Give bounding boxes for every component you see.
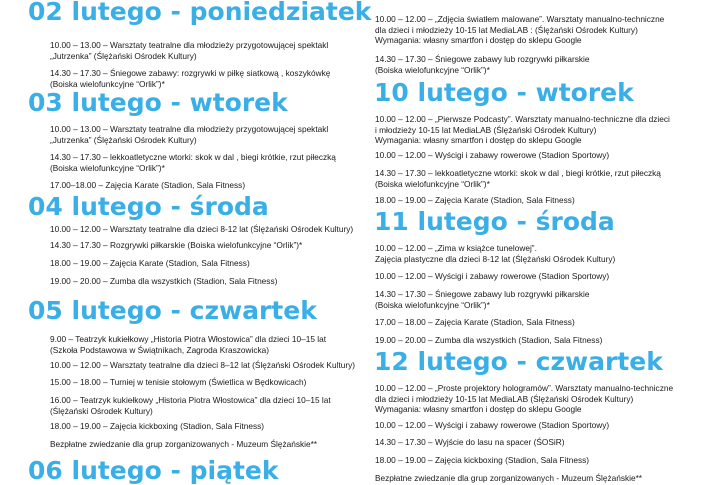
day-heading-feb-3: 03 lutego - wtorek <box>28 88 288 117</box>
event-item: 16.00 – Teatrzyk kukiełkowy „Historia Piotra Włostowica” dla dzieci 10–15 lat (Ślężański Ośrodek Kultury) <box>50 395 331 416</box>
event-item: 18.00 – 19.00 – Zajęcia Karate (Stadion, Sala Fitness) <box>375 195 575 205</box>
event-item: 14.30 – 17.30 – lekkoatletyczne wtorki: skok w dal , biegi krótkie, rzut piłeczką (Boiska wielofunkcyjne “Orlik”)* <box>375 168 661 189</box>
day-heading-feb-6: 06 lutego - piątek <box>28 456 279 485</box>
event-item: 10.00 – 12.00 – „Zdjęcia światłem malowane”. Warsztaty manualno-techniczne dla dzieci i młodzieży 10-15 lat MediaLAB : (Ślężański Ośrodek Kultury) Wymagania: własny smartfon i dostęp do sklepu Google <box>375 14 665 45</box>
event-item: 14.30 – 17.30 – Śniegowe zabawy lub rozgrywki piłkarskie (Boiska wielofunkcyjne “Orlik”)* <box>375 289 590 310</box>
day-heading-feb-11: 11 lutego - środa <box>374 207 615 236</box>
event-item: Bezpłatne zwiedzanie dla grup zorganizowanych - Muzeum Ślężańskie** <box>375 473 643 483</box>
event-item: 10.00 – 13.00 – Warsztaty teatralne dla młodzieży przygotowującej spektakl „Jutrzenka” (Ślężański Ośrodek Kultury) <box>50 40 329 61</box>
event-item: 10.00 – 12.00 – „Zima w książce tunelowej”. Zajęcia plastyczne dla dzieci 8-12 lat (Ślężański Ośrodek Kultury) <box>375 243 616 264</box>
event-item: 14.30 – 17.30 – Wyjście do lasu na spacer (ŚOSiR) <box>375 437 565 447</box>
event-item: 17.00 – 18.00 – Zajęcia Karate (Stadion, Sala Fitness) <box>375 317 575 327</box>
event-item: 10.00 – 13.00 – Warsztaty teatralne dla młodzieży przygotowującej spektakl „Jutrzenka” (Ślężański Ośrodek Kultury) <box>50 124 329 145</box>
event-item: 18.00 – 19.00 – Zajęcia kickboxing (Stadion, Sala Fitness) <box>375 455 589 465</box>
event-item: 10.00 – 12.00 – „Pierwsze Podcasty”. Warsztaty manualno-techniczne dla dzieci i młodzieży 10-15 lat MediaLAB (Ślężański Ośrodek Kultury) Wymagania: własny smartfon i dostęp do sklepu Google <box>375 114 670 145</box>
event-item: 9.00 – Teatrzyk kukiełkowy „Historia Piotra Włostowica” dla dzieci 10–15 lat (Szkoła Podstawowa w Świątnikach, Zagroda Kraszowicka) <box>50 334 327 355</box>
event-item: 15.00 – 18.00 – Turniej w tenisie stołowym (Świetlica w Będkowicach) <box>50 377 307 387</box>
event-item: 10.00 – 12.00 – Warsztaty teatralne dla dzieci 8–12 lat (Ślężański Ośrodek Kultury) <box>50 360 355 370</box>
event-item: 14.30 – 17.30 – Rozgrywki piłkarskie (Boiska wielofunkcyjne “Orlik”)* <box>50 240 303 250</box>
event-item: 10.00 – 12.00 – Warsztaty teatralne dla dzieci 8-12 lat (Ślężański Ośrodek Kultury) <box>50 224 354 234</box>
event-item: 19.00 – 20.00 – Zumba dla wszystkich (Stadion, Sala Fitness) <box>50 276 278 286</box>
day-heading-feb-10: 10 lutego - wtorek <box>374 78 634 107</box>
event-item: 18.00 – 19.00 – Zajęcia kickboxing (Stadion, Sala Fitness) <box>50 421 264 431</box>
day-heading-feb-2: 02 lutego - poniedziatek <box>28 0 372 26</box>
day-heading-feb-5: 05 lutego - czwartek <box>28 296 317 325</box>
day-heading-feb-12: 12 lutego - czwartek <box>374 347 663 376</box>
event-item: 10.00 – 12.00 – „Proste projektory hologramów”. Warsztaty manualno-techniczne dla dzieci i młodzieży 10-15 lat MediaLAB (Ślężański Ośrodek Kultury) Wymagania: własny smartfon i dostęp do sklepu Google <box>375 383 674 414</box>
event-item: 19.00 – 20.00 – Zumba dla wszystkich (Stadion, Sala Fitness) <box>375 335 603 345</box>
day-heading-feb-4: 04 lutego - środa <box>28 192 269 221</box>
event-item: 14.30 – 17.30 – lekkoatletyczne wtorki: skok w dal , biegi krótkie, rzut piłeczką (Boiska wielofunkcyjne “Orlik”)* <box>50 152 336 173</box>
event-item: 14.30 – 17.30 – Śniegowe zabawy lub rozgrywki piłkarskie (Boiska wielofunkcyjne “Orlik”)* <box>375 54 590 75</box>
event-item: 17.00–18.00 – Zajęcia Karate (Stadion, Sala Fitness) <box>50 180 246 190</box>
event-item: 14.30 – 17.30 – Śniegowe zabawy: rozgrywki w piłkę siatkową , koszykówkę (Boiska wielofunkcyjne “Orlik”)* <box>50 68 331 89</box>
event-item: 10.00 – 12.00 – Wyścigi i zabawy rowerowe (Stadion Sportowy) <box>375 420 610 430</box>
event-item: 10.00 – 12.00 – Wyścigi i zabawy rowerowe (Stadion Sportowy) <box>375 150 610 160</box>
event-item: 18.00 – 19.00 – Zajęcia Karate (Stadion, Sala Fitness) <box>50 258 250 268</box>
event-item: Bezpłatne zwiedzanie dla grup zorganizowanych - Muzeum Ślężańskie** <box>50 439 318 449</box>
event-item: 10.00 – 12.00 – Wyścigi i zabawy rowerowe (Stadion Sportowy) <box>375 271 610 281</box>
